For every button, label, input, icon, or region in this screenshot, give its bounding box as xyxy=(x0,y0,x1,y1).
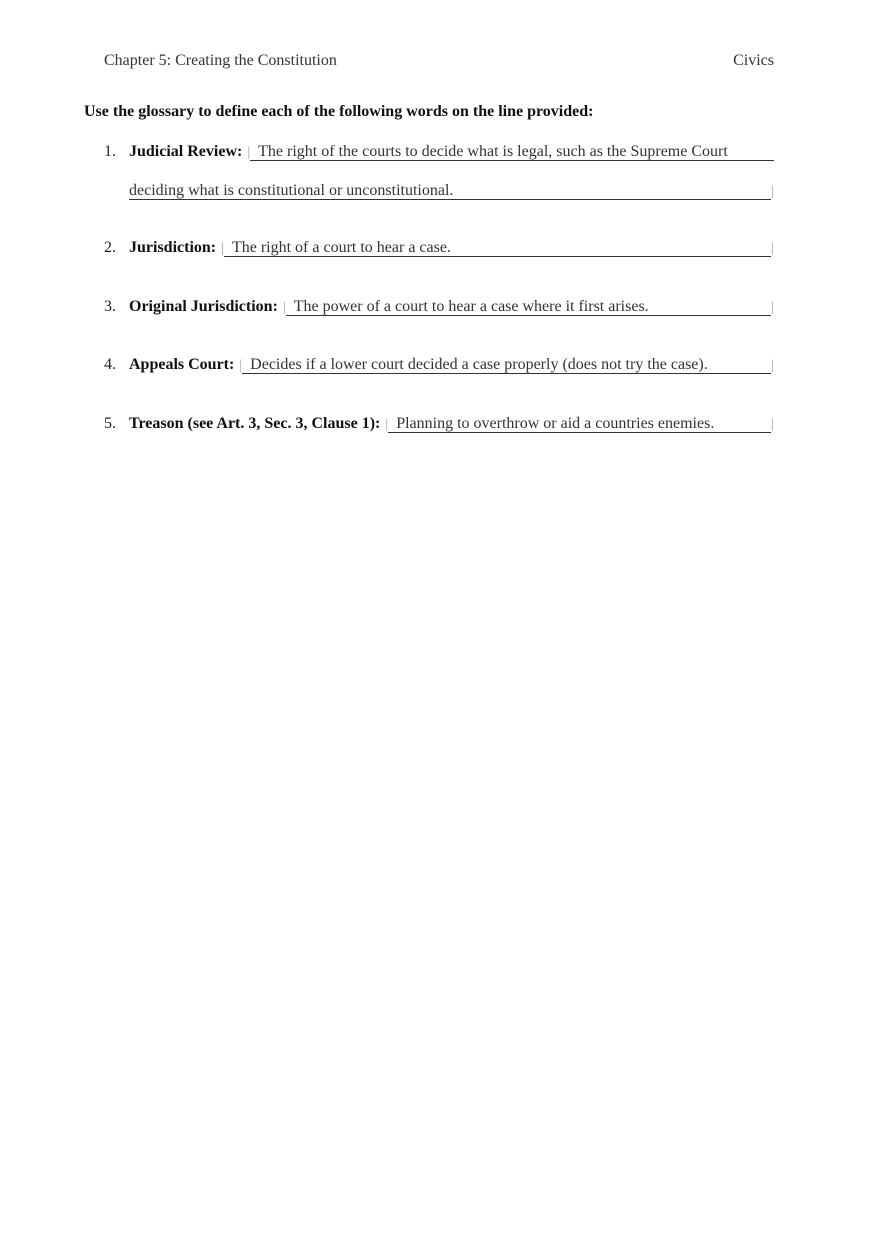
item-number: 1. xyxy=(104,143,116,160)
field-bracket-open: | xyxy=(282,300,286,315)
instructions: Use the glossary to define each of the following words on the line provided: xyxy=(84,103,594,120)
answer-field[interactable] xyxy=(224,239,771,257)
definition-item-jurisdiction xyxy=(104,238,774,259)
definition-item-treason xyxy=(104,414,774,435)
item-number: 2. xyxy=(104,239,116,256)
answer-field-continued[interactable] xyxy=(129,182,771,200)
term-label: Treason (see Art. 3, Sec. 3, Clause 1): xyxy=(129,415,381,432)
term-label: Judicial Review: xyxy=(129,143,243,160)
answer-text: Decides if a lower court decided a case properly (does not try the case). xyxy=(250,356,708,373)
chapter-title: Chapter 5: Creating the Constitution xyxy=(104,52,337,69)
answer-field[interactable] xyxy=(388,415,771,433)
definition-item-appeals-court xyxy=(104,355,774,376)
answer-field[interactable] xyxy=(286,298,771,316)
answer-text: Planning to overthrow or aid a countries enemies. xyxy=(396,415,715,432)
item-number: 5. xyxy=(104,415,116,432)
item-number: 4. xyxy=(104,356,116,373)
field-bracket-close: | xyxy=(771,358,774,373)
term-label: Original Jurisdiction: xyxy=(129,298,278,315)
field-bracket-close: | xyxy=(771,241,774,256)
field-bracket-close: | xyxy=(771,184,774,199)
term-label: Appeals Court: xyxy=(129,356,235,373)
answer-field[interactable] xyxy=(242,356,771,374)
term-label: Jurisdiction: xyxy=(129,239,217,256)
field-bracket-close: | xyxy=(771,417,774,432)
subject-label: Civics xyxy=(733,52,774,69)
answer-text: The right of a court to hear a case. xyxy=(231,239,451,256)
item-number: 3. xyxy=(104,298,116,315)
field-bracket-open: | xyxy=(385,417,389,432)
field-bracket-open: | xyxy=(221,241,224,256)
field-bracket-open: | xyxy=(239,358,243,373)
answer-field[interactable] xyxy=(250,143,774,161)
page-header xyxy=(104,51,774,71)
definition-item-original-jurisdiction xyxy=(104,297,774,318)
field-bracket-close: | xyxy=(771,300,774,315)
answer-text: deciding what is constitutional or unconstitutional. xyxy=(129,182,454,199)
field-bracket-open: | xyxy=(247,145,251,160)
answer-text: The right of the courts to decide what is legal, such as the Supreme Court xyxy=(258,143,728,160)
answer-text: The power of a court to hear a case where it first arises. xyxy=(293,298,649,315)
definition-item-judicial-review xyxy=(104,142,774,202)
